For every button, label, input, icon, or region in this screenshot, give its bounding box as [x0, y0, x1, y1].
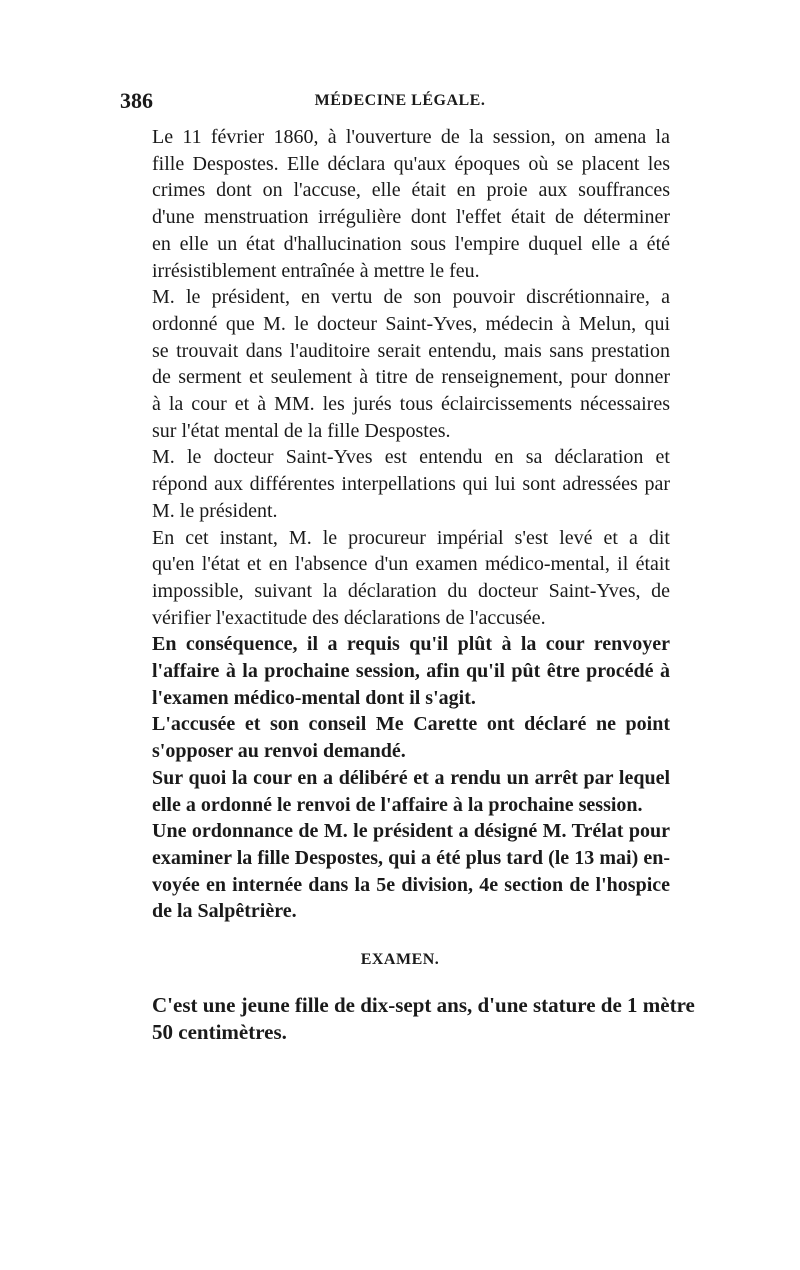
text-line: Sur quoi la cour en a délibéré et a rendu un arrêt par lequel [152, 766, 670, 789]
text-line: se trouvait dans l'auditoire serait entendu, mais sans prestation [152, 339, 670, 362]
text-line: de la Salpêtrière. [152, 900, 297, 923]
paragraph-1 [130, 124, 670, 284]
paragraph-6 [130, 711, 670, 764]
page-number: 386 [120, 88, 153, 113]
text-line: En conséquence, il a requis qu'il plût à la cour renvoyer [152, 633, 670, 656]
text-line: de serment et seulement à titre de renseignement, pour donner [152, 366, 670, 389]
text-line: fille Despostes. Elle déclara qu'aux époques où se placent les [152, 152, 670, 175]
text-line: en elle un état d'hallucination sous l'empire duquel elle a été [152, 232, 670, 255]
text-line: elle a ordonné le renvoi de l'affaire à la prochaine session. [152, 793, 643, 816]
text-line: examiner la fille Despostes, qui a été plus tard (le 13 mai) en- [152, 846, 670, 869]
text-line: En cet instant, M. le procureur impérial s'est levé et a dit [152, 526, 670, 549]
paragraph-7 [130, 765, 670, 818]
text-line: impossible, suivant la déclaration du docteur Saint-Yves, de [152, 579, 670, 602]
text-line: M. le docteur Saint-Yves est entendu en sa déclaration et [152, 446, 670, 469]
page-header [120, 88, 680, 118]
text-line: Le 11 février 1860, à l'ouverture de la session, on amena la [152, 126, 670, 148]
text-line: l'affaire à la prochaine session, afin qu'il pût être procédé à [152, 660, 670, 683]
text-line: s'opposer au renvoi demandé. [152, 740, 406, 763]
paragraph-4 [130, 525, 670, 632]
section-paragraph [130, 992, 695, 1045]
text-line: à la cour et à MM. les jurés tous éclaircissements nécessaires [152, 393, 670, 416]
text-line: Une ordonnance de M. le président a désigné M. Trélat pour [152, 820, 670, 843]
body-text [130, 124, 695, 1045]
text-line: l'examen médico-mental dont il s'agit. [152, 686, 476, 709]
text-line: sur l'état mental de la fille Despostes. [152, 419, 451, 442]
text-line: irrésistiblement entraînée à mettre le feu. [152, 259, 480, 282]
text-line: voyée en internée dans la 5e division, 4e section de l'hospice [152, 873, 670, 896]
text-line: M. le président. [152, 499, 278, 522]
section-heading: EXAMEN. [360, 951, 440, 969]
paragraph-5 [130, 631, 670, 711]
text-line: vérifier l'exactitude des déclarations de l'accusée. [152, 606, 546, 629]
text-line: ordonné que M. le docteur Saint-Yves, médecin à Melun, qui [152, 312, 670, 335]
running-title: MÉDECINE LÉGALE. [314, 92, 486, 109]
paragraph-3 [130, 444, 670, 524]
text-line: répond aux différentes interpellations qui lui sont adressées par [152, 473, 670, 496]
text-line: crimes dont on l'accuse, elle était en proie aux souffrances [152, 179, 670, 202]
text-line: qu'en l'état et en l'absence d'un examen médico-mental, il était [152, 553, 670, 576]
paragraph-8 [130, 818, 670, 925]
text-line: C'est une jeune fille de dix-sept ans, d'une stature de 1 mètre [152, 992, 695, 1017]
text-line: d'une menstruation irrégulière dont l'effet était de déterminer [152, 206, 670, 229]
text-line: 50 centimètres. [152, 1019, 287, 1044]
text-line: M. le président, en vertu de son pouvoir discrétionnaire, a [152, 286, 670, 309]
text-line: L'accusée et son conseil Me Carette ont déclaré ne point [152, 713, 670, 736]
paragraph-2 [130, 284, 670, 444]
